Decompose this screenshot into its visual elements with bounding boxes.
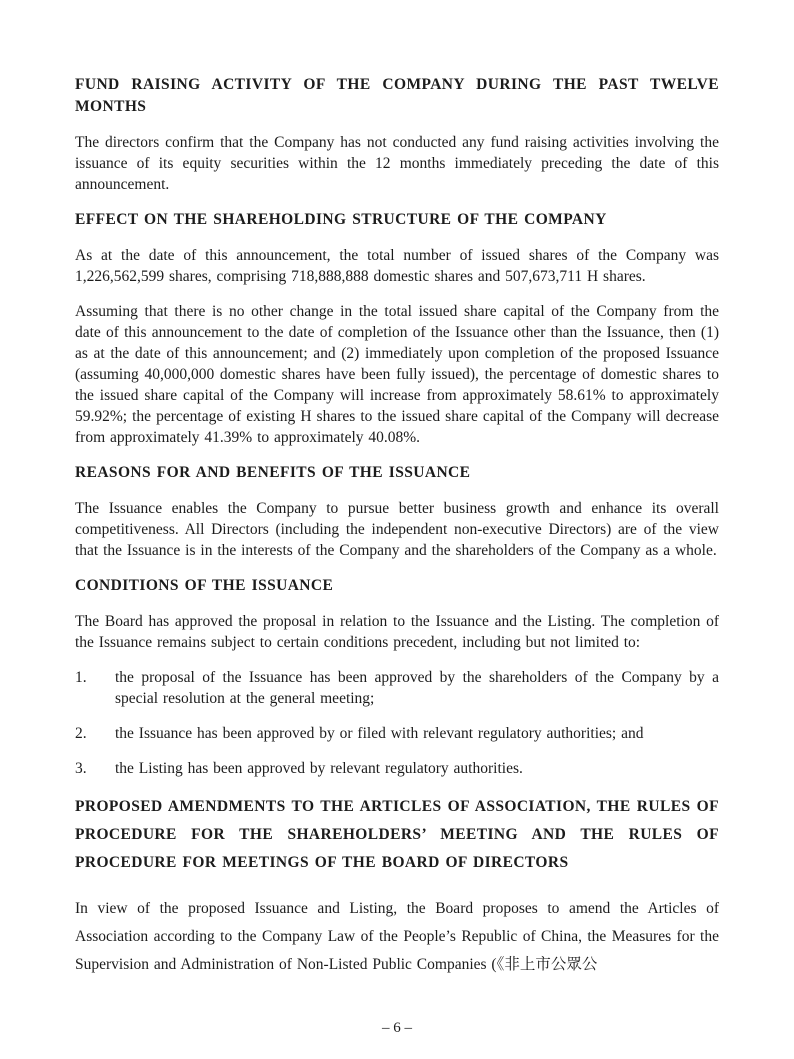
section-heading: REASONS FOR AND BENEFITS OF THE ISSUANCE: [75, 464, 471, 481]
section-reasons-benefits: [75, 462, 719, 561]
list-item-text: the proposal of the Issuance has been approved by the shareholders of the Company by a special resolution at the general meeting;: [115, 669, 719, 707]
section-heading: FUND RAISING ACTIVITY OF THE COMPANY DURING THE PAST TWELVE MONTHS: [75, 76, 719, 115]
section-shareholding-structure: [75, 209, 719, 448]
list-item: [75, 758, 719, 779]
section-proposed-amendments: [75, 793, 719, 979]
paragraph: The Board has approved the proposal in relation to the Issuance and the Listing. The completion of the Issuance remains subject to certain conditions precedent, including but not limited to:: [75, 613, 719, 651]
paragraph: As at the date of this announcement, the total number of issued shares of the Company was 1,226,562,599 shares, comprising 718,888,888 domestic shares and 507,673,711 H shares.: [75, 247, 719, 285]
section-conditions: [75, 575, 719, 779]
page-number: – 6 –: [382, 1020, 412, 1036]
list-item: [75, 723, 719, 744]
paragraph: The directors confirm that the Company has not conducted any fund raising activities involving the issuance of its equity securities within the 12 months immediately preceding the date of this announcement.: [75, 134, 719, 193]
list-item-number: 3.: [75, 760, 87, 777]
list-item-number: 1.: [75, 669, 87, 686]
paragraph: Assuming that there is no other change in the total issued share capital of the Company from the date of this announcement to the date of completion of the Issuance other than the Issuance, then (1) as at the date of this announcement; and (2) immediately upon completion of the proposed Issuance (assuming 40,000,000 domestic shares have been fully issued), the percentage of domestic shares to the issued share capital of the Company will increase from approximately 58.61% to approximately 59.92%; the percentage of existing H shares to the issued share capital of the Company will decrease from approximately 41.39% to approximately 40.08%.: [75, 303, 719, 446]
list-item: [75, 667, 719, 709]
paragraph: In view of the proposed Issuance and Listing, the Board proposes to amend the Articles of Association according to the Company Law of the People’s Republic of China, the Measures for the Supervision and Administration of Non-Listed Public Companies (《非上市公眾公: [75, 900, 719, 973]
list-item-text: the Listing has been approved by relevant regulatory authorities.: [115, 760, 523, 777]
section-heading: PROPOSED AMENDMENTS TO THE ARTICLES OF ASSOCIATION, THE RULES OF PROCEDURE FOR THE SHAREHOLDERS’ MEETING AND THE RULES OF PROCEDURE FOR MEETINGS OF THE BOARD OF DIRECTORS: [75, 798, 719, 871]
list-item-number: 2.: [75, 725, 87, 742]
section-heading: EFFECT ON THE SHAREHOLDING STRUCTURE OF THE COMPANY: [75, 211, 607, 228]
section-fund-raising: [75, 74, 719, 195]
section-heading: CONDITIONS OF THE ISSUANCE: [75, 577, 334, 594]
list-item-text: the Issuance has been approved by or filed with relevant regulatory authorities; and: [115, 725, 644, 742]
paragraph: The Issuance enables the Company to pursue better business growth and enhance its overall competitiveness. All Directors (including the independent non-executive Directors) are of the view that the Issuance is in the interests of the Company and the shareholders of the Company as a whole.: [75, 500, 719, 559]
